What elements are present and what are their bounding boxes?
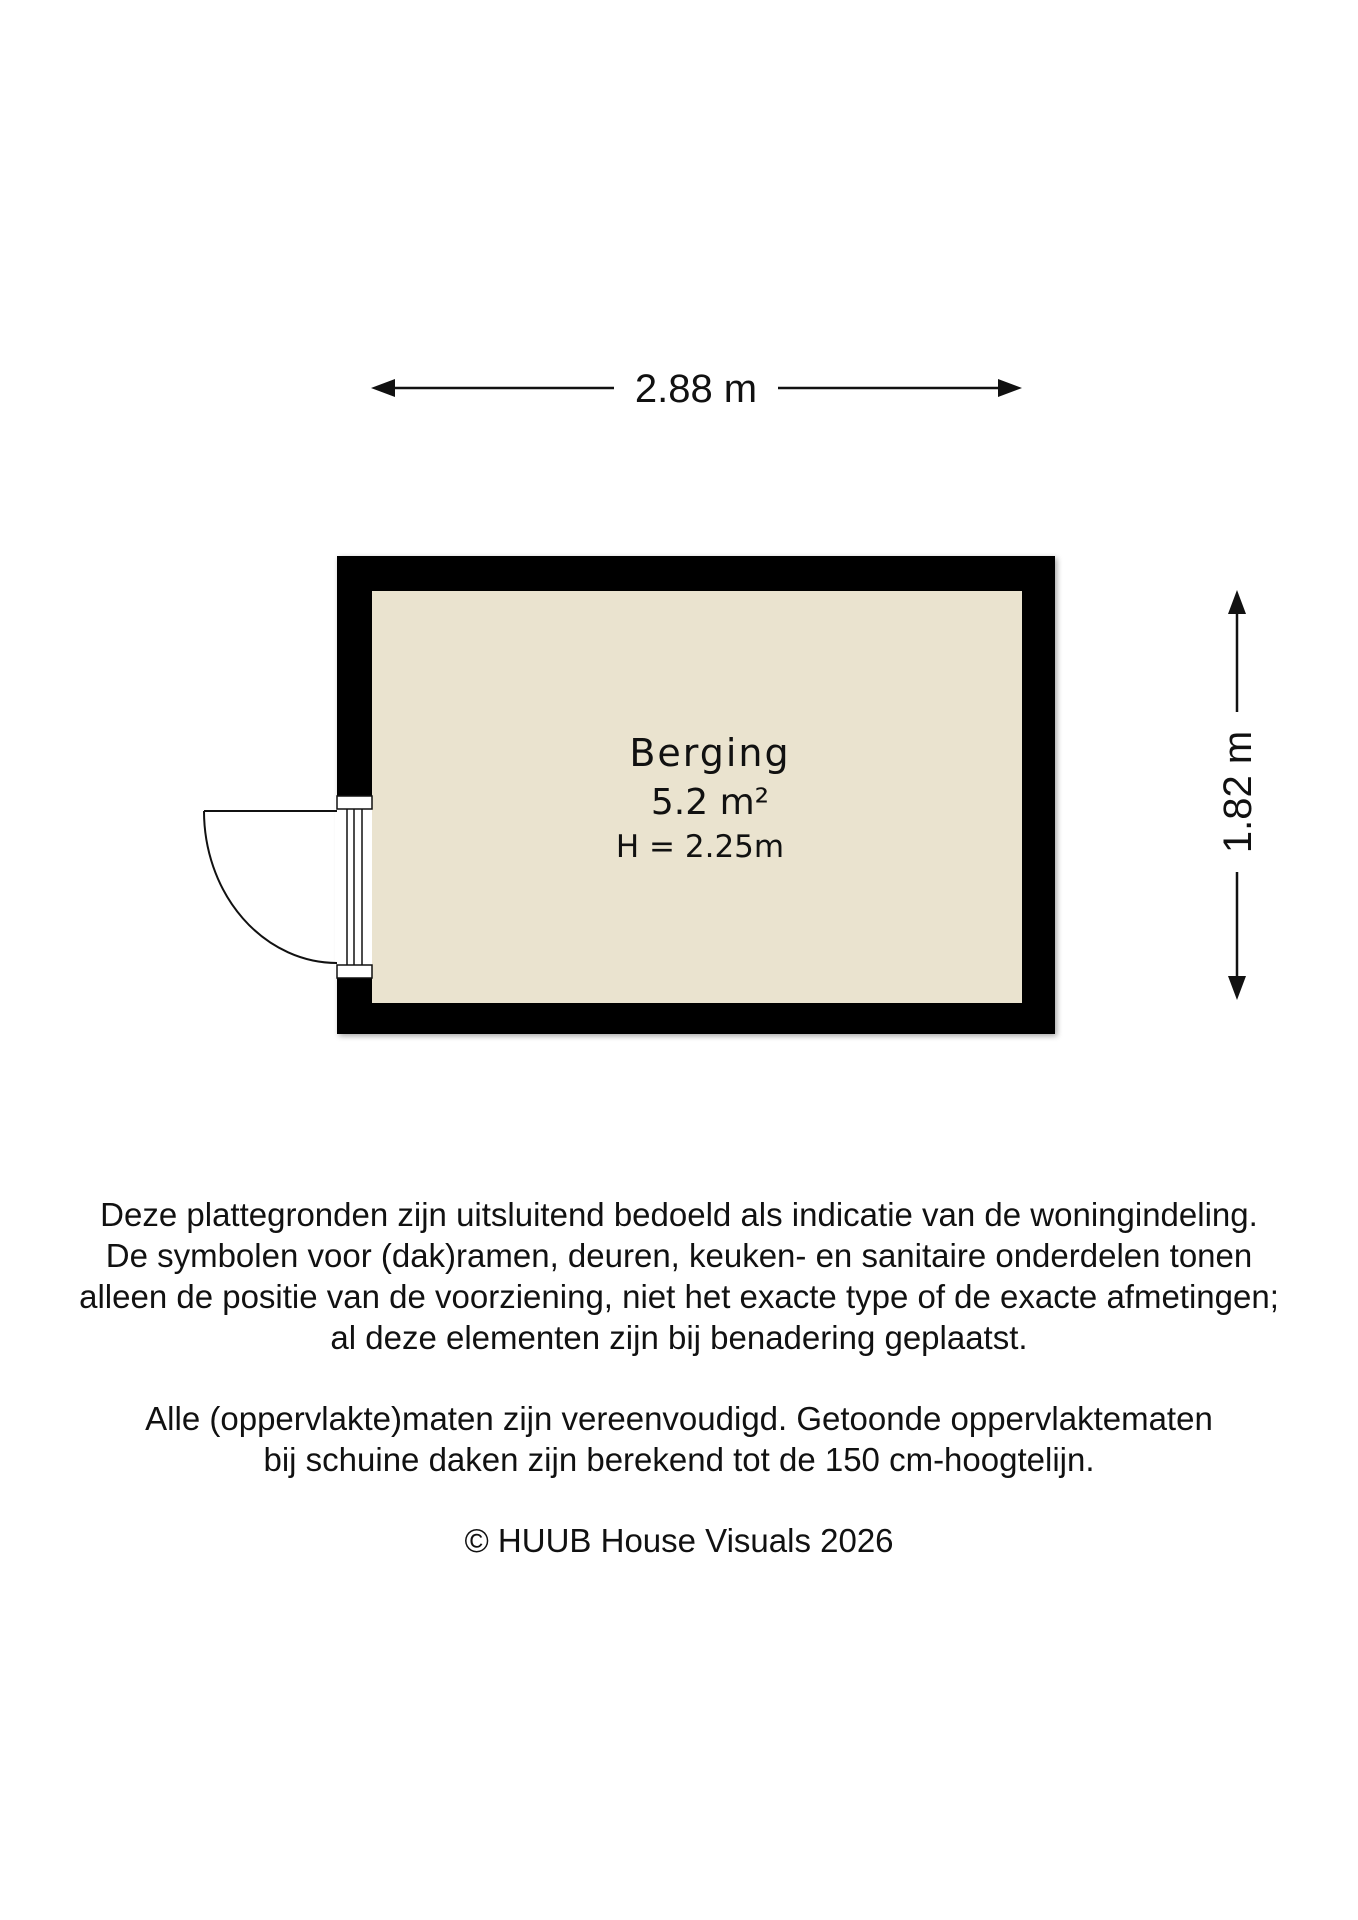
copyright-notice <box>0 1520 1358 1561</box>
disclaimer-line: De symbolen voor (dak)ramen, deuren, keuken- en sanitaire onderdelen tonen <box>105 1237 1253 1274</box>
room-ceiling-height: H = 2.25m <box>615 829 785 865</box>
disclaimer-line: bij schuine daken zijn berekend tot de 150 cm-hoogtelijn. <box>263 1441 1095 1478</box>
disclaimer-paragraph-1 <box>0 1194 1358 1358</box>
room-name: Berging <box>629 731 791 775</box>
copyright-text: © HUUB House Visuals 2026 <box>464 1522 894 1559</box>
height-dimension <box>1216 590 1260 1000</box>
disclaimer-paragraph-2 <box>0 1398 1358 1480</box>
door-swing-arc <box>204 811 337 963</box>
door-frame-top <box>337 796 372 809</box>
arrow-down-icon <box>1228 976 1246 1000</box>
door-frame-bottom <box>337 965 372 978</box>
door <box>204 796 372 978</box>
disclaimer-line: alleen de positie van de voorziening, niet het exacte type of de exacte afmetingen; <box>79 1278 1279 1315</box>
disclaimer-line: Alle (oppervlakte)maten zijn vereenvoudigd. Getoonde oppervlaktematen <box>145 1400 1213 1437</box>
disclaimer-line: Deze plattegronden zijn uitsluitend bedoeld als indicatie van de woningindeling. <box>100 1196 1258 1233</box>
width-dimension <box>371 367 1022 411</box>
width-dimension-label: 2.88 m <box>634 367 758 411</box>
arrow-left-icon <box>371 379 395 397</box>
height-dimension-label: 1.82 m <box>1216 730 1260 854</box>
arrow-up-icon <box>1228 590 1246 614</box>
arrow-right-icon <box>998 379 1022 397</box>
disclaimer-line: al deze elementen zijn bij benadering geplaatst. <box>330 1319 1028 1356</box>
room-area: 5.2 m² <box>650 782 770 823</box>
